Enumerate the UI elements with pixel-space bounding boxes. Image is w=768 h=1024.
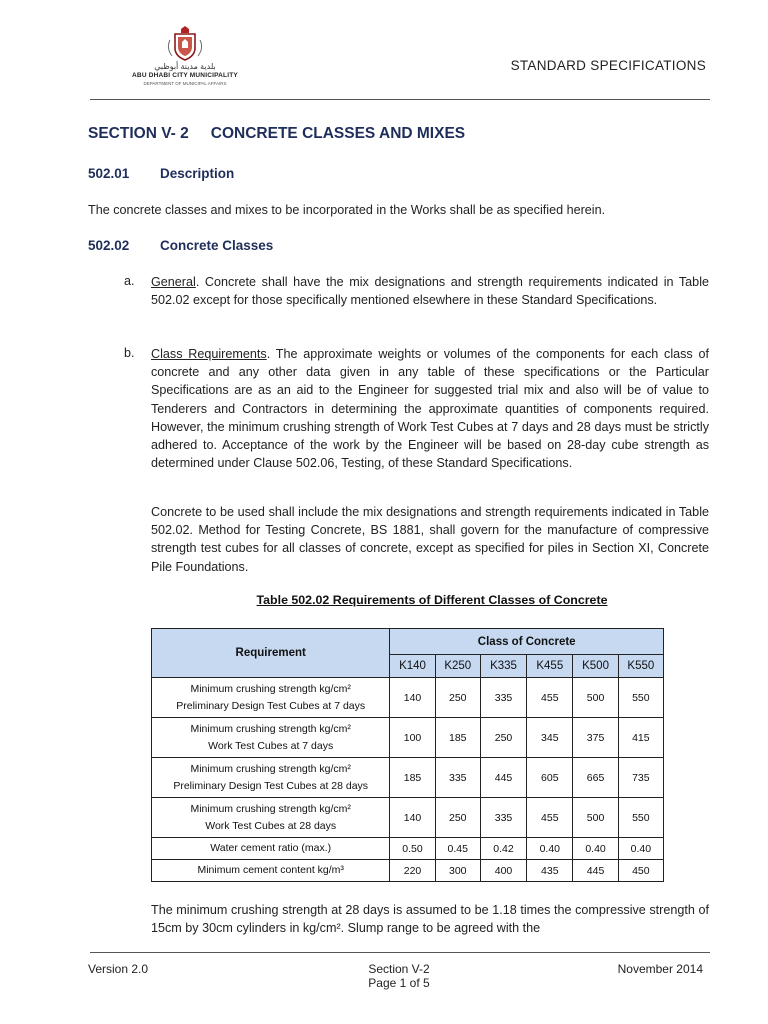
value-cell: 450 xyxy=(618,860,663,882)
logo-subtitle-text: DEPARTMENT OF MUNICIPAL AFFAIRS xyxy=(143,81,227,86)
table-row xyxy=(152,838,664,860)
class-label: K140 xyxy=(390,655,435,678)
value-cell: 605 xyxy=(527,758,573,798)
footer-section-label: Section V-2 xyxy=(368,962,430,976)
value-cell: 345 xyxy=(527,718,573,758)
cylinder-strength-paragraph: The minimum crushing strength at 28 days is assumed to be 1.18 times the compressive strength of 15cm by 30cm cylinders in kg/cm². Slump range to be agreed with the xyxy=(151,903,709,936)
testing-paragraph: Concrete to be used shall include the mix designations and strength requirements indicated in Table 502.02. Method for Testing Concrete, BS 1881, shall govern for the manufacture of compressive strength test cubes for all classes of concrete, except as specified for piles in Section XI, Concrete Pile Foundations. xyxy=(151,505,709,574)
requirement-line: Minimum crushing strength kg/cm² xyxy=(190,762,351,775)
requirement-line: Work Test Cubes at 28 days xyxy=(205,819,337,832)
heading-502-01 xyxy=(88,166,234,181)
requirement-cell xyxy=(152,678,390,718)
value-cell: 300 xyxy=(435,860,480,882)
value-cell: 400 xyxy=(480,860,526,882)
value-cell: 665 xyxy=(573,758,618,798)
section-name: CONCRETE CLASSES AND MIXES xyxy=(210,125,466,142)
value-cell: 445 xyxy=(480,758,526,798)
item-b-text: . The approximate weights or volumes of the components for each class of concrete and any other data given in any table of these specifications or the Particular Specifications are as an aid to the Engineer for suggested trial mix and also will be of value to Tenderers and Contractors in determining the approximate quantities of components required. However, the minimum crushing strength of Work Test Cubes at 7 days and 28 days must be strictly adhered to. Acceptance of the work by the Engineer will be based on 28-day cube strength as determined under Clause 502.06, Testing, of these Standard Specifications. xyxy=(151,347,710,471)
requirement-cell xyxy=(152,718,390,758)
requirement-line: Minimum crushing strength kg/cm² xyxy=(190,682,351,695)
value-cell: 140 xyxy=(390,798,435,838)
value-cell: 550 xyxy=(618,678,663,718)
value-cell: 0.40 xyxy=(573,838,618,860)
footer-section xyxy=(334,962,464,990)
header-requirement: Requirement xyxy=(152,629,390,678)
class-label: K455 xyxy=(527,655,573,678)
item-b-paragraph xyxy=(151,345,709,472)
item-a-heading: General xyxy=(151,275,196,289)
value-cell: 0.42 xyxy=(480,838,526,860)
heading-number: 502.01 xyxy=(88,166,130,181)
value-cell: 250 xyxy=(435,798,480,838)
heading-502-02 xyxy=(88,238,273,253)
logo-arabic-text: بلدية مدينة أبوظبي xyxy=(154,62,216,71)
heading-title: Description xyxy=(160,166,235,181)
value-cell: 415 xyxy=(618,718,663,758)
table-row xyxy=(152,860,664,882)
requirement-line: Preliminary Design Test Cubes at 28 days xyxy=(173,779,369,792)
class-label: K335 xyxy=(480,655,526,678)
municipality-logo xyxy=(120,22,250,94)
footer-version: Version 2.0 xyxy=(88,962,149,976)
table-row xyxy=(152,758,664,798)
value-cell: 0.40 xyxy=(527,838,573,860)
heading-title: Concrete Classes xyxy=(160,238,274,253)
footer-divider xyxy=(90,952,710,953)
logo-english-text: ABU DHABI CITY MUNICIPALITY xyxy=(132,72,238,79)
value-cell: 445 xyxy=(573,860,618,882)
value-cell: 435 xyxy=(527,860,573,882)
value-cell: 375 xyxy=(573,718,618,758)
value-cell: 185 xyxy=(390,758,435,798)
footer-date: November 2014 xyxy=(617,962,703,976)
requirement-line: Work Test Cubes at 7 days xyxy=(208,739,334,752)
table-caption xyxy=(150,593,714,607)
header-title: STANDARD SPECIFICATIONS xyxy=(510,58,706,73)
item-b-heading: Class Requirements xyxy=(151,347,267,361)
value-cell: 250 xyxy=(480,718,526,758)
table-row xyxy=(152,798,664,838)
page-number: Page 1 of 5 xyxy=(368,976,430,990)
section-title xyxy=(88,125,465,143)
value-cell: 455 xyxy=(527,678,573,718)
value-cell: 500 xyxy=(573,798,618,838)
class-label: K500 xyxy=(573,655,618,678)
header-divider xyxy=(90,99,710,100)
value-cell: 735 xyxy=(618,758,663,798)
table-header-row xyxy=(152,629,664,655)
value-cell: 0.45 xyxy=(435,838,480,860)
requirement-line: Preliminary Design Test Cubes at 7 days xyxy=(176,699,366,712)
section-number: SECTION V- 2 xyxy=(88,125,189,142)
table-caption-text: Table 502.02 Requirements of Different Classes of Concrete xyxy=(256,593,608,607)
class-label: K250 xyxy=(435,655,480,678)
description-paragraph: The concrete classes and mixes to be incorporated in the Works shall be as specified herein. xyxy=(88,203,606,217)
table-row xyxy=(152,718,664,758)
requirement-cell xyxy=(152,798,390,838)
item-a-paragraph xyxy=(151,273,709,309)
value-cell: 550 xyxy=(618,798,663,838)
value-cell: 335 xyxy=(480,678,526,718)
item-a-text: . Concrete shall have the mix designations and strength requirements indicated in Table 502.02 except for those specifically mentioned elsewhere in these Standard Specifications. xyxy=(151,275,709,308)
value-cell: 140 xyxy=(390,678,435,718)
value-cell: 250 xyxy=(435,678,480,718)
header-class: Class of Concrete xyxy=(390,629,664,655)
requirement-cell: Minimum cement content kg/m³ xyxy=(152,860,390,882)
class-label: K550 xyxy=(618,655,663,678)
value-cell: 185 xyxy=(435,718,480,758)
concrete-classes-table xyxy=(151,628,664,882)
list-marker-b: b. xyxy=(124,346,135,360)
requirement-cell: Water cement ratio (max.) xyxy=(152,838,390,860)
emblem-icon xyxy=(120,22,250,62)
requirement-line: Minimum crushing strength kg/cm² xyxy=(190,802,351,815)
value-cell: 455 xyxy=(527,798,573,838)
value-cell: 100 xyxy=(390,718,435,758)
value-cell: 0.50 xyxy=(390,838,435,860)
value-cell: 0.40 xyxy=(618,838,663,860)
requirement-line: Minimum crushing strength kg/cm² xyxy=(190,722,351,735)
requirement-cell xyxy=(152,758,390,798)
table-row xyxy=(152,678,664,718)
value-cell: 335 xyxy=(435,758,480,798)
value-cell: 335 xyxy=(480,798,526,838)
heading-number: 502.02 xyxy=(88,238,130,253)
value-cell: 500 xyxy=(573,678,618,718)
value-cell: 220 xyxy=(390,860,435,882)
list-marker-a: a. xyxy=(124,274,135,288)
